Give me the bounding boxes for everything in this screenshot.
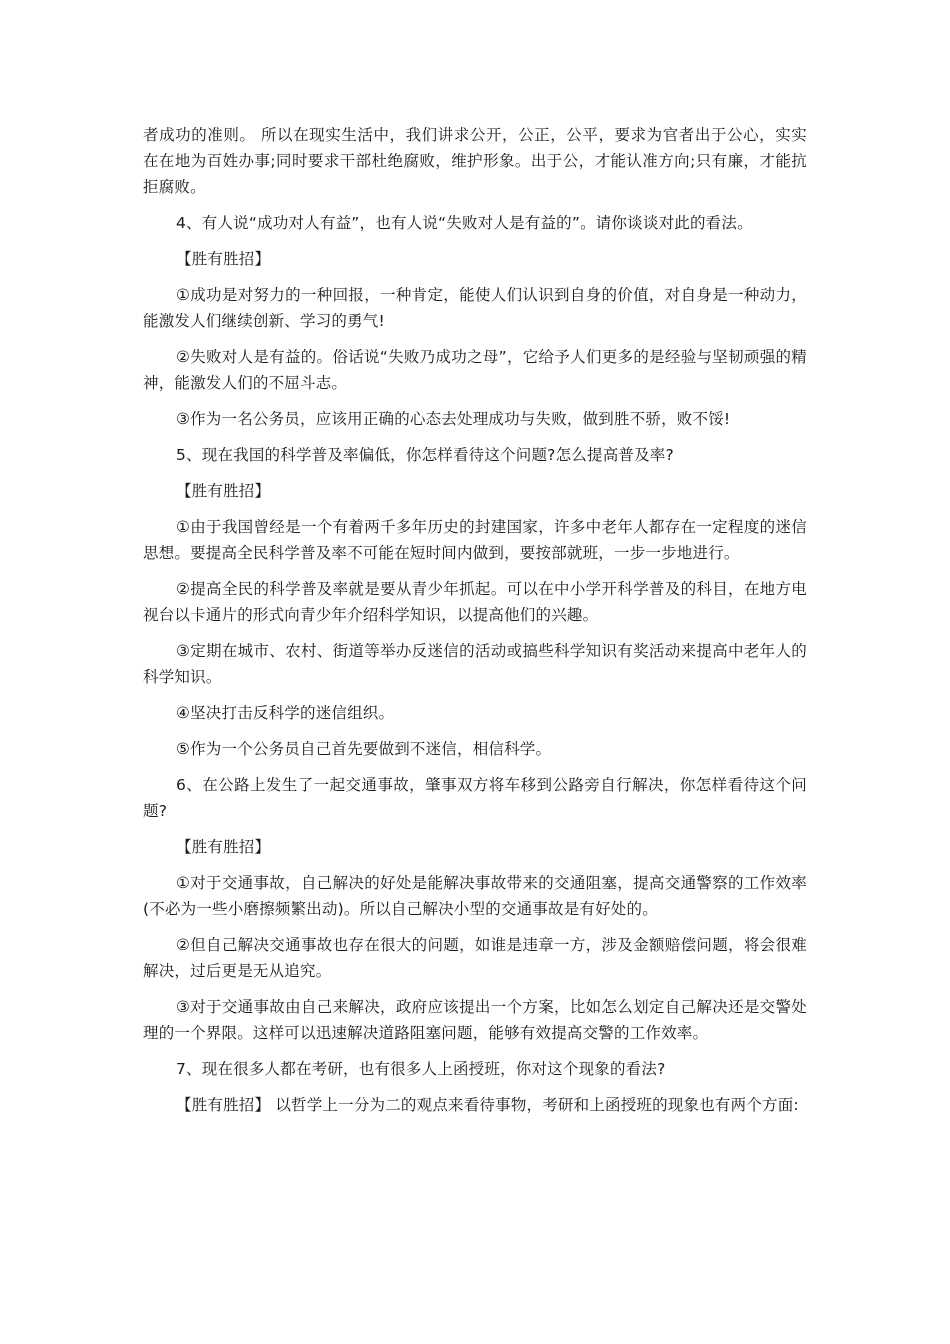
answer-4-point-3: ③作为一名公务员，应该用正确的心态去处理成功与失败，做到胜不骄，败不馁!	[176, 410, 731, 428]
answer-5-point-5: ⑤作为一个公务员自己首先要做到不迷信，相信科学。	[176, 740, 552, 758]
answer-heading-5: 【胜有胜招】	[176, 482, 271, 500]
answer-4-point-1: ①成功是对努力的一种回报，一种肯定，能使人们认识到自身的价值，对自身是一种动力，能激发人们继续创新、学习的勇气!	[143, 286, 807, 330]
answer-heading-6: 【胜有胜招】	[176, 838, 271, 856]
answer-5-point-4: ④坚决打击反科学的迷信组织。	[176, 704, 395, 722]
answer-5-point-3: ③定期在城市、农村、街道等举办反迷信的活动或搞些科学知识有奖活动来提高中老年人的科学知识。	[143, 642, 807, 686]
document-page	[143, 122, 807, 1128]
question-7: 7、现在很多人都在考研，也有很多人上函授班，你对这个现象的看法?	[176, 1060, 666, 1078]
answer-6-point-1: ①对于交通事故，自己解决的好处是能解决事故带来的交通阻塞，提高交通警察的工作效率(不必为一些小磨擦频繁出动)。所以自己解决小型的交通事故是有好处的。	[143, 874, 807, 918]
answer-5-point-1: ①由于我国曾经是一个有着两千多年历史的封建国家，许多中老年人都存在一定程度的迷信思想。要提高全民科学普及率不可能在短时间内做到，要按部就班，一步一步地进行。	[143, 518, 807, 562]
question-5: 5、现在我国的科学普及率偏低，你怎样看待这个问题?怎么提高普及率?	[176, 446, 674, 464]
answer-6-point-3: ③对于交通事故由自己来解决，政府应该提出一个方案，比如怎么划定自己解决还是交警处理的一个界限。这样可以迅速解决道路阻塞问题，能够有效提高交警的工作效率。	[143, 998, 807, 1042]
question-4: 4、有人说“成功对人有益”，也有人说“失败对人是有益的”。请你谈谈对此的看法。	[176, 214, 753, 232]
paragraph-intro: 者成功的准则。 所以在现实生活中，我们讲求公开，公正，公平，要求为官者出于公心，实实在在地为百姓办事;同时要求干部杜绝腐败，维护形象。出于公，才能认准方向;只有廉，才能抗拒腐败。	[143, 126, 807, 196]
answer-5-point-2: ②提高全民的科学普及率就是要从青少年抓起。可以在中小学开科学普及的科目，在地方电视台以卡通片的形式向青少年介绍科学知识，以提高他们的兴趣。	[143, 580, 807, 624]
question-6: 6、在公路上发生了一起交通事故，肇事双方将车移到公路旁自行解决，你怎样看待这个问题?	[143, 776, 807, 820]
answer-7-intro: 【胜有胜招】 以哲学上一分为二的观点来看待事物，考研和上函授班的现象也有两个方面:	[176, 1096, 799, 1114]
answer-heading-4: 【胜有胜招】	[176, 250, 271, 268]
answer-4-point-2: ②失败对人是有益的。俗话说“失败乃成功之母”，它给予人们更多的是经验与坚韧顽强的精神，能激发人们的不屈斗志。	[143, 348, 807, 392]
answer-6-point-2: ②但自己解决交通事故也存在很大的问题，如谁是违章一方，涉及金额赔偿问题，将会很难解决，过后更是无从追究。	[143, 936, 807, 980]
